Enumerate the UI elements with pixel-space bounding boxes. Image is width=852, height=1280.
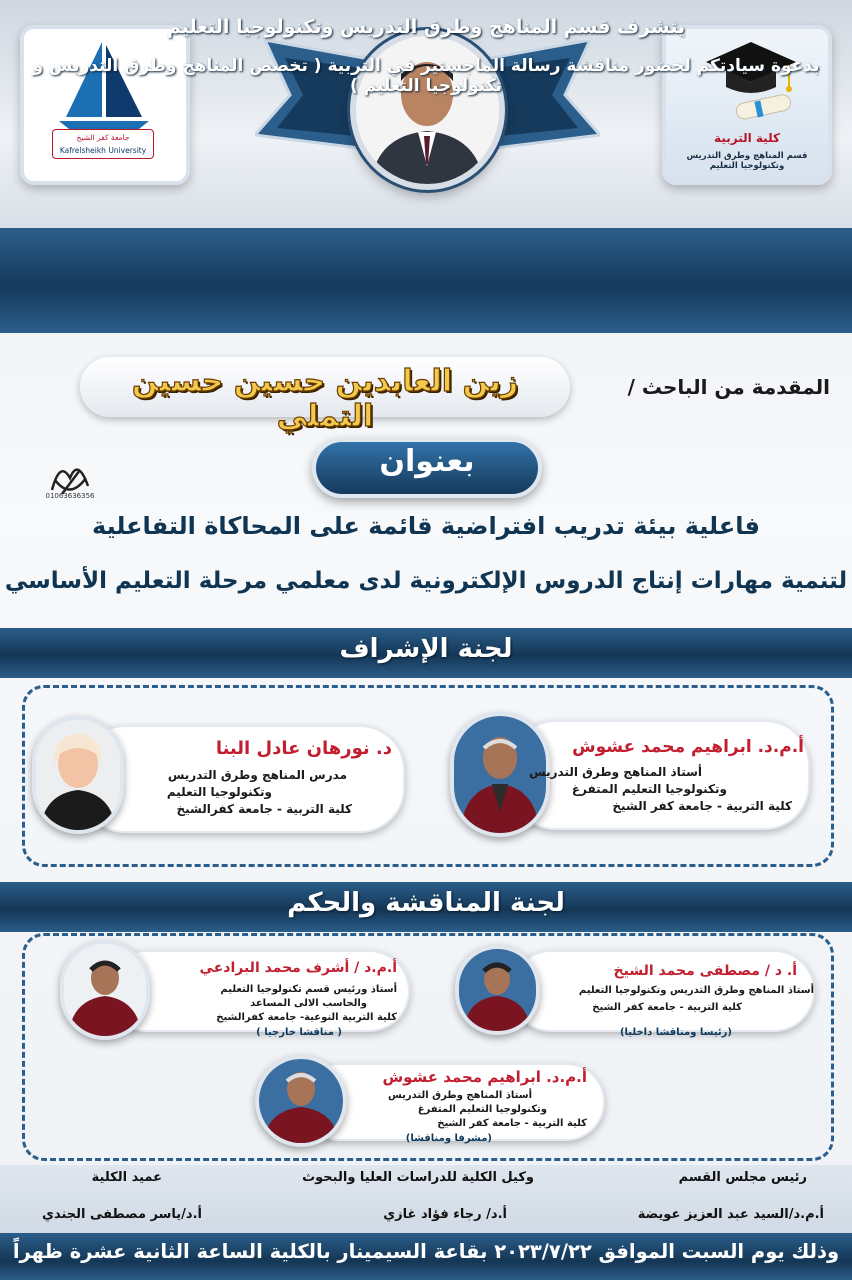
university-name-en: Kafrelsheikh University — [59, 146, 147, 155]
member-title-line: أستاذ ورئيس قسم تكنولوجيا التعليم — [220, 984, 397, 995]
faculty-card — [662, 25, 832, 185]
committee-section-title: لجنة المناقشة والحكم — [287, 888, 565, 918]
department-name: قسم المناهج وطرق التدريس وتكنولوجيا التعليم — [686, 151, 808, 171]
university-logo-card — [20, 25, 190, 185]
signature-title: وكيل الكلية للدراسات العليا والبحوث — [302, 1170, 534, 1185]
signature-title: عميد الكلية — [91, 1170, 162, 1185]
researcher-portrait — [350, 30, 505, 190]
member-affiliation-line: كلية التربية - جامعة كفر الشيخ — [437, 1118, 587, 1129]
member-title-line: أستاذ المناهج وطرق التدريس — [387, 1090, 532, 1101]
banner-line-invitation: بدعوة سيادتكم لحضور مناقشة رسالة الماجستير في التربية ( تخصص المناهج وطرق التدريس و تكنولوجيا التعليم ) — [32, 56, 820, 96]
person-avatar-icon — [36, 720, 120, 830]
member-name: أ.م.د. ابراهيم محمد عشوش — [382, 1068, 587, 1086]
calligraphy-seal-icon — [40, 450, 100, 510]
banner-line-host: يتشرف قسم المناهج وطرق التدريس وتكنولوجيا التعليم — [166, 16, 686, 38]
supervisor-avatar — [32, 716, 124, 834]
seal-number: 01063636356 — [45, 492, 95, 500]
committee-member-avatar — [255, 1055, 347, 1147]
person-avatar-icon — [259, 1059, 343, 1143]
person-avatar-icon — [459, 949, 536, 1031]
signature-name: أ.د/ رجاء فؤاد غازي — [383, 1207, 507, 1222]
event-date-line: وذلك يوم السبت الموافق ٢٠٢٣/٧/٢٢ بقاعة السيمينار بالكلية الساعة الثانية عشرة ظهراً — [12, 1240, 840, 1263]
person-avatar-icon — [64, 944, 146, 1036]
member-name: أ.م.د. ابراهيم محمد عشوش — [572, 737, 804, 757]
researcher-name: زين العابدين حسين حسين التملي — [131, 364, 519, 434]
member-name: أ.م.د / أشرف محمد البرادعي — [199, 960, 397, 976]
signature-title: رئيس مجلس القسم — [678, 1170, 807, 1185]
researcher-label: المقدمة من الباحث / — [627, 375, 830, 399]
member-title-line: والحاسب الالى المساعد — [250, 998, 367, 1009]
invitation-banner — [0, 228, 852, 333]
member-role-badge: ( مناقشا خارجيا ) — [256, 1027, 342, 1038]
member-affiliation-line: كلية التربية - جامعة كفرالشيخ — [176, 802, 352, 816]
university-name-label — [52, 129, 154, 159]
member-name: د. نورهان عادل البنا — [215, 738, 392, 759]
member-affiliation-line: كلية التربية النوعية- جامعة كفرالشيخ — [216, 1012, 397, 1023]
signature-name: أ.م.د/السيد عبد العزيز عويضة — [637, 1207, 824, 1222]
member-name: أ. د / مصطفى محمد الشيخ — [613, 963, 797, 979]
signature-name: أ.د/ياسر مصطفى الجندي — [42, 1207, 202, 1222]
member-title-line: وتكنولوجيا التعليم المتفرغ — [571, 782, 727, 796]
member-title-line: مدرس المناهج وطرق التدريس — [167, 768, 347, 782]
university-name-ar: جامعة كفر الشيخ — [76, 133, 130, 142]
title-label: بعنوان — [379, 444, 475, 479]
member-title-line: وتكنولوجيا التعليم — [166, 785, 272, 799]
faculty-name: كلية التربية — [714, 131, 780, 145]
supervision-section-title: لجنة الإشراف — [339, 634, 513, 664]
member-role-badge: (مشرفا ومناقشا) — [405, 1133, 492, 1144]
member-affiliation-line: كلية التربية - جامعة كفر الشيخ — [592, 1002, 742, 1013]
committee-member-avatar — [455, 945, 540, 1035]
committee-member-avatar — [60, 940, 150, 1040]
member-title-line: أستاذ المناهج وطرق التدريس — [529, 765, 702, 779]
member-title-line: أستاذ المناهج وطرق التدريس وتكنولوجيا التعليم — [578, 985, 814, 996]
thesis-title-line-2: لتنمية مهارات إنتاج الدروس الإلكترونية لدى معلمي مرحلة التعليم الأساسي — [4, 568, 848, 594]
member-affiliation-line: كلية التربية - جامعة كفر الشيخ — [612, 799, 792, 813]
member-title-line: وتكنولوجيا التعليم المتفرغ — [417, 1104, 547, 1115]
member-role-badge: (رئيسا ومناقشا داخليا) — [619, 1027, 732, 1038]
thesis-title-line-1: فاعلية بيئة تدريب افتراضية قائمة على المحاكاة التفاعلية — [92, 512, 760, 540]
